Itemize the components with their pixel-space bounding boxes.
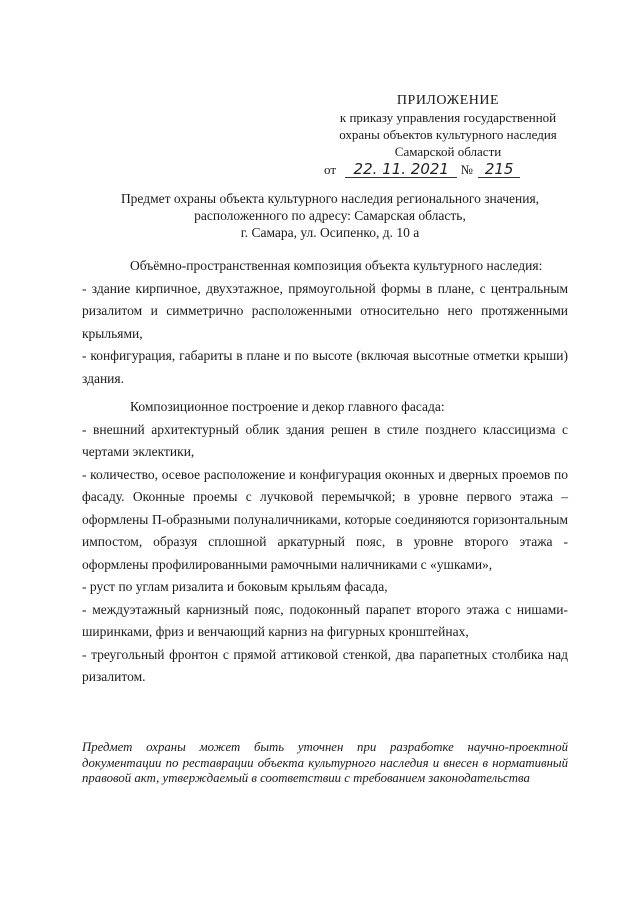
section-title: Композиционное построение и декор главного фасада: <box>130 399 445 414</box>
section-title: Объёмно-пространственная композиция объекта культурного наследия: <box>130 258 543 273</box>
handwritten-number: 215 <box>478 162 520 178</box>
list-item: - конфигурация, габариты в плане и по высоте (включая высотные отметки крыши) здания. <box>82 348 568 386</box>
number-prefix: № <box>460 162 473 177</box>
handwritten-date: 22. 11. 2021 <box>345 162 457 178</box>
heading-line: Предмет охраны объекта культурного наследия регионального значения, <box>120 191 540 206</box>
heading-line: расположенного по адресу: Самарская область, <box>194 208 466 223</box>
date-prefix: от <box>324 162 337 177</box>
list-item: - руст по углам ризалита и боковым крыльям фасада, <box>82 579 388 594</box>
order-date-number <box>318 161 578 178</box>
document-body <box>82 255 568 689</box>
heading-line: г. Самара, ул. Осипенко, д. 10 а <box>240 225 420 240</box>
appendix-line: Самарской области <box>394 144 502 159</box>
appendix-block <box>318 92 578 178</box>
footnote: Предмет охраны может быть уточнен при разработке научно-проектной документации по реставрации объекта культурного наследия и внесен в нормативный правовой акт, утверждаемый в соответствии с требованием законодательства <box>82 740 568 785</box>
appendix-title: ПРИЛОЖЕНИЕ <box>396 93 500 108</box>
list-item: - треугольный фронтон с прямой аттиковой стенкой, два парапетных столбика над ризалитом. <box>82 646 568 684</box>
list-item: - количество, осевое расположение и конфигурация оконных и дверных проемов по фасаду. Оконные проемы с лучковой перемычкой; в уровне первого этажа – оформлены П-образными полуналичниками, которые соединяются горизонтальным импостом, образуя сплошной аркатурный пояс, в уровне второго этажа - оформлены профилированными рамочными наличниками с «ушками», <box>82 466 568 572</box>
list-item: - здание кирпичное, двухэтажное, прямоугольной формы в плане, с центральным ризалитом и симметрично расположенными относительно него протяженными крыльями, <box>82 280 568 341</box>
document-heading <box>100 190 560 241</box>
appendix-line: к приказу управления государственной <box>339 110 557 125</box>
list-item: - внешний архитектурный облик здания решен в стиле позднего классицизма с чертами эклектики, <box>82 421 568 459</box>
list-item: - междуэтажный карнизный пояс, подоконный парапет второго этажа с нишами-ширинками, фриз и венчающий карниз на фигурных кронштейнах, <box>82 601 568 639</box>
appendix-line: охраны объектов культурного наследия <box>339 127 557 142</box>
